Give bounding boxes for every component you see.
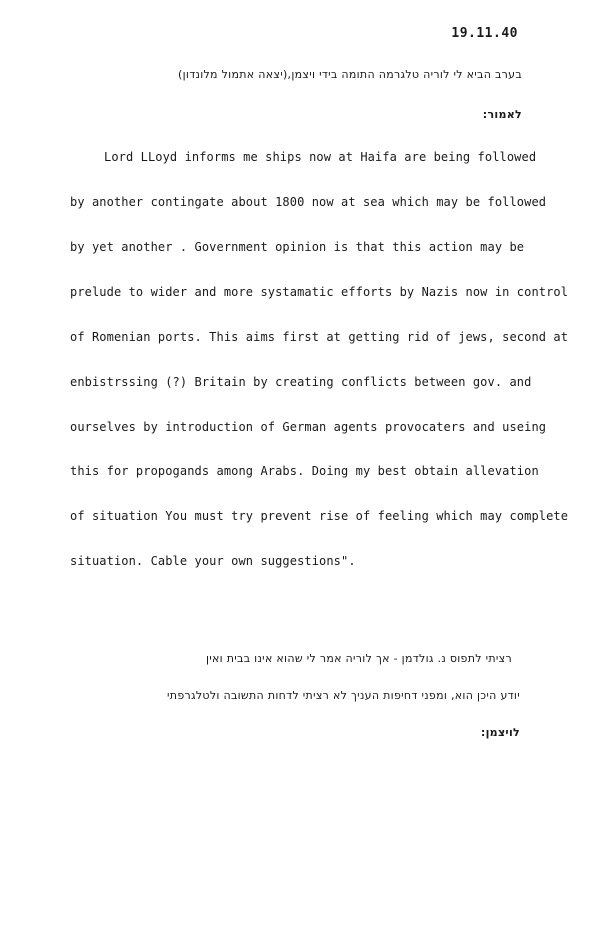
body-line-7: ourselves by introduction of German agents provocaters and useing xyxy=(70,420,547,434)
document-date: 19.11.40 xyxy=(451,26,518,41)
body-line-6: enbistrssing (?) Britain by creating conflicts between gov. and xyxy=(70,375,532,389)
hebrew-footer-line-1: רציתי לתפוס נ. גולדמן - אך לוריה אמר לי שהוא אינו בבית ואין xyxy=(205,652,512,665)
body-line-9: of situation You must try prevent rise of feeling which may complete xyxy=(70,509,569,523)
hebrew-header-line-2: לאמור: xyxy=(482,108,522,121)
hebrew-footer-line-3: לויצמן: xyxy=(480,726,520,739)
body-line-2: by another contingate about 1800 now at sea which may be followed xyxy=(70,195,547,209)
hebrew-header-line-1: בערב הביא לי לוריה טלגרמה התומה בידי ויצמן,(יצאה אתמול מלונדון) xyxy=(178,68,522,81)
body-line-5: of Romenian ports. This aims first at getting rid of jews, second at xyxy=(70,330,569,344)
body-line-3: by yet another . Government opinion is that this action may be xyxy=(70,240,525,254)
body-line-1: Lord LLoyd informs me ships now at Haifa are being followed xyxy=(104,150,537,164)
hebrew-footer-line-2: יודע היכן הוא, ומפני דחיפות העניך לא רציתי לדחות התשובה ולטלגרפתי xyxy=(167,689,520,702)
body-line-8: this for propogands among Arabs. Doing my best obtain allevation xyxy=(70,464,539,478)
body-line-10: situation. Cable your own suggestions". xyxy=(70,554,356,568)
body-line-4: prelude to wider and more systamatic efforts by Nazis now in control xyxy=(70,285,569,299)
